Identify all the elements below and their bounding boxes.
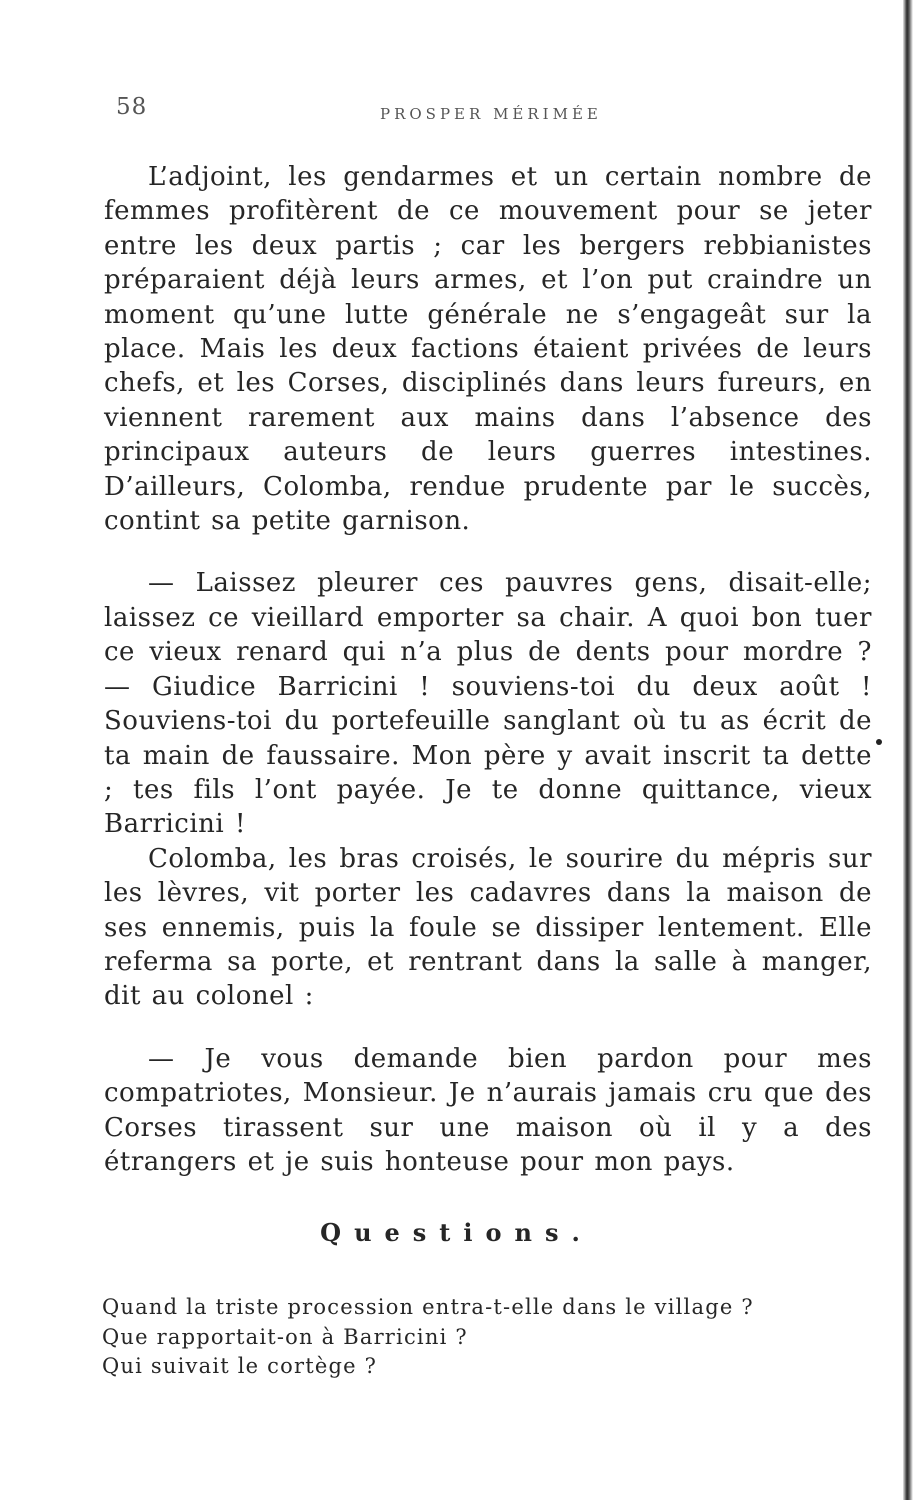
ink-dot xyxy=(876,739,882,745)
paragraph-4: — Je vous demande bien pardon pour mes compatriotes, Monsieur. Je n’aurais jamais cru que des Corses tirassent sur une maison où il y a des étrangers et je suis honteuse pour mon pays. xyxy=(104,1043,872,1177)
page-edge xyxy=(903,0,913,1500)
paragraph-2: — Laissez pleurer ces pauvres gens, disait-elle; laissez ce vieillard emporter sa chair. A quoi bon tuer ce vieux renard qui n’a plus de dents pour mordre ? — Giudice Barricini ! souviens-toi du deux août ! Souviens-toi du portefeuille sanglant où tu as écrit de ta main de faussaire. Mon père y avait inscrit ta dette ; tes fils l’ont payée. Je te donne quittance, vieux Barricini ! xyxy=(104,568,872,840)
question-3: Qui suivait le cortège ? xyxy=(102,1354,378,1378)
question-1: Quand la triste procession entra-t-elle dans le village ? xyxy=(102,1295,754,1319)
page-number: 58 xyxy=(116,94,148,120)
paragraph-3: Colomba, les bras croisés, le sourire du mépris sur les lèvres, vit porter les cadavres dans la maison de ses ennemis, puis la foule se dissiper lentement. Elle referma sa porte, et rentrant dans la salle à manger, dit au colonel : xyxy=(104,843,872,1012)
paragraph-1: L’adjoint, les gendarmes et un certain nombre de femmes profitèrent de ce mouvement pour se jeter entre les deux partis ; car les bergers rebbianistes préparaient déjà leurs armes, et l’on put craindre un moment qu’une lutte générale ne s’engageât sur la place. Mais les deux factions étaient privées de leurs chefs, et les Corses, disciplinés dans leurs fureurs, en viennent rarement aux mains dans l’absence des principaux auteurs de leurs guerres intestines. D’ailleurs, Colomba, rendue prudente par le succès, contint sa petite garnison. xyxy=(104,162,872,537)
running-head: PROSPER MÉRIMÉE xyxy=(380,105,602,123)
questions-list xyxy=(102,1293,862,1382)
questions-heading: Questions. xyxy=(320,1218,593,1247)
body-text xyxy=(104,160,872,1179)
question-2: Que rapportait-on à Barricini ? xyxy=(102,1324,468,1349)
